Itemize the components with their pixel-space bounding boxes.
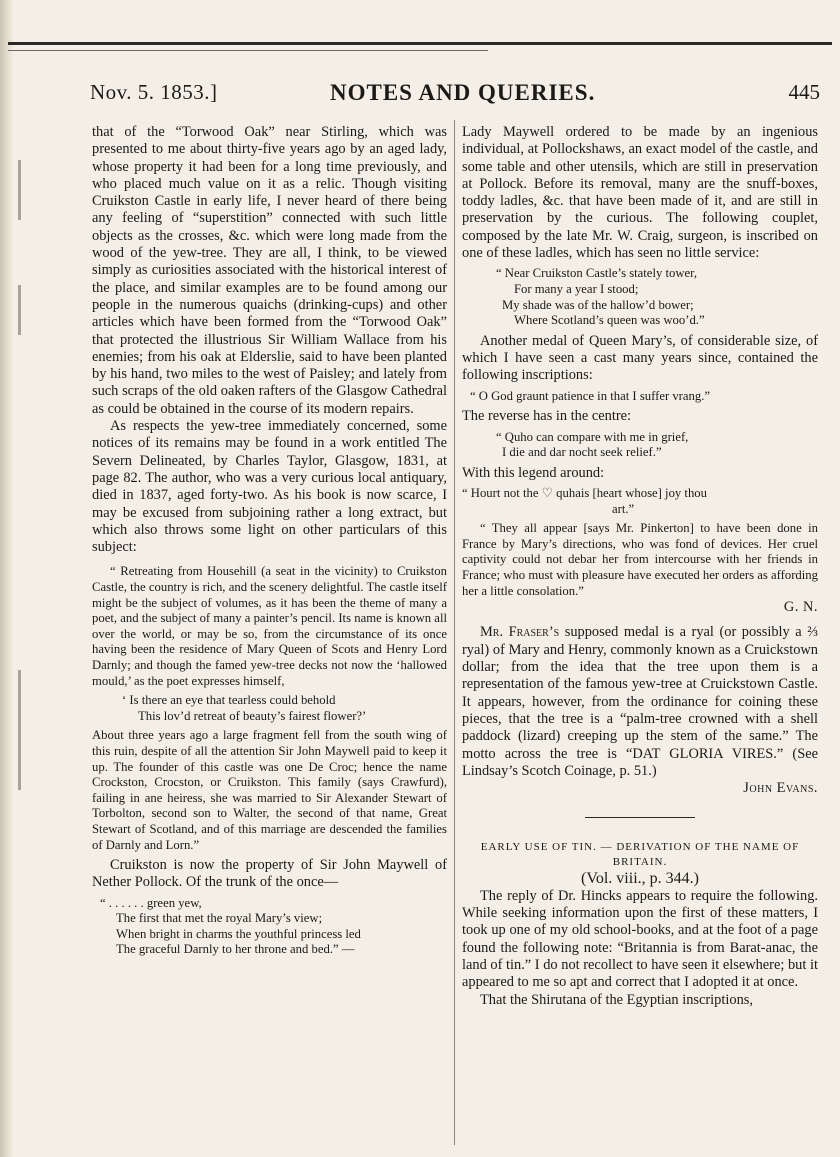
- verse-line: Where Scotland’s queen was woo’d.”: [514, 313, 705, 328]
- author-name: Mr. Fraser’s: [480, 624, 560, 641]
- top-rule-thin: [8, 50, 488, 51]
- margin-mark: [18, 160, 21, 220]
- paragraph: As respects the yew-tree immediately concerned, some notices of its remains may be found in a work entitled The Severn Delineated, by Charles Taylor, Glasgow, 1831, at page 82. The author, who was a very curious local antiquary, died in 1837, aged forty-two. As his book is now scarce, I may be excused from subjoining rather a long extract, but which also throws some light on other particulars of this subject:: [92, 418, 447, 556]
- verse-line: The first that met the royal Mary’s view;: [116, 911, 323, 926]
- verse-line: ‘ Is there an eye that tearless could behold: [122, 693, 336, 708]
- paragraph: With this legend around:: [462, 464, 605, 481]
- paragraph: [462, 624, 818, 780]
- inscription: [462, 486, 818, 517]
- right-column: [462, 124, 818, 1009]
- paragraph: Lady Maywell ordered to be made by an ingenious individual, at Pollockshaws, an exact model of the castle, and some table and other utensils, which are still in preservation at Pollock. Before its removal, many are the snuff-boxes, toddy ladles, &c. that have been made of it, and are still in preservation by the curious. The following couplet, composed by the late Mr. W. Craig, surgeon, is inscribed on one of these ladles, which has seen no little service:: [462, 124, 818, 262]
- paragraph: The reply of Dr. Hincks appears to require the following. While seeking information upon the first of these matters, I took up one of my old school-books, and at the foot of a page found the following note: “Britannia is from Barat-anac, the land of tin.” I do not recollect to have seen it elsewhere; but it appeared to me so apt and correct that I adopted it at once.: [462, 887, 818, 991]
- block-quote: “ They all appear [says Mr. Pinkerton] to have been done in France by Mary’s directions, who was fond of devices. Her cruel captivity could not debar her from intercourse with her friends in France; who must with pleasure have executed her orders as affording her a little consolation.”: [462, 521, 818, 598]
- left-column: [92, 124, 447, 962]
- margin-mark: [18, 670, 21, 790]
- paragraph: The reverse has in the centre:: [462, 408, 632, 425]
- verse-line: “ Near Cruikston Castle’s stately tower,: [496, 266, 698, 281]
- verse-line: This lov’d retreat of beauty’s fairest flower?’: [138, 708, 367, 723]
- block-quote: About three years ago a large fragment fell from the south wing of this ruin, despite of all the attention Sir John Maywell paid to keep it up. The founder of this castle was one De Croc; hence the name Crockston, Crocston, or Cruikston. This family (says Crawfurd), failing in ane heiress, she was married to Sir Alexander Stewart of Torbolton, second son to Walter, the second of that name, Great Stewart of Scotland, and of this marriage are descended the families of Darnly and Lorn.”: [92, 728, 447, 852]
- page-binding-edge: [0, 0, 14, 1157]
- signature: John Evans.: [743, 780, 818, 797]
- margin-mark: [18, 285, 21, 335]
- verse: [92, 896, 447, 958]
- column-divider: [454, 120, 455, 1145]
- verse: [462, 266, 818, 328]
- running-header: [90, 80, 820, 110]
- verse: [92, 693, 447, 724]
- verse-line: “ . . . . . . green yew,: [100, 895, 202, 910]
- top-rule: [8, 42, 832, 45]
- section-heading: EARLY USE OF TIN. — DERIVATION OF THE NAME OF BRITAIN.: [480, 841, 800, 869]
- paragraph: that of the “Torwood Oak” near Stirling, which was presented to me about thirty-five years ago by an aged lady, whose property it had been for a long time previously, and who placed much value on it as a relic. Though visiting Cruikston Castle in early life, I never heard of there being any feeling of “superstition” connected with such little objects as the crosses, &c. which were long made from the wood of the yew-tree. They are all, I think, to be viewed simply as curiosities associated with the historical interest of the place, and similar examples are to be found among our people in the numerous quaichs (drinking-cups) and other articles which have been formed from the “Torwood Oak” that protected the illustrious Sir William Wallace from his enemies; from his oak at Elderslie, said to have been planted by his hand, two miles to the west of Paisley; and lately from such scraps of the old oaken rafters of the Glasgow Cathedral as could be obtained in the course of its modern repairs.: [92, 124, 447, 417]
- section-divider: [585, 817, 695, 818]
- verse-line: My shade was of the hallow’d bower;: [502, 297, 694, 312]
- inscription: [462, 389, 818, 405]
- paragraph: Another medal of Queen Mary’s, of considerable size, of which I have seen a cast many years since, contained the following inscriptions:: [462, 332, 818, 384]
- page-number: 445: [788, 80, 820, 104]
- issue-date: Nov. 5. 1853.]: [90, 80, 218, 104]
- verse-line: When bright in charms the youthful princess led: [116, 926, 361, 941]
- verse-line: The graceful Darnly to her throne and bed.” —: [116, 942, 355, 957]
- inscription-line: “ Hourt not the ♡ quhais [heart whose] joy thou: [462, 486, 707, 501]
- inscription-line: “ O God graunt patience in that I suffer vrang.”: [470, 388, 711, 403]
- paragraph: Cruikston is now the property of Sir John Maywell of Nether Pollock. Of the trunk of the once—: [92, 857, 447, 891]
- block-quote: “ Retreating from Househill (a seat in the vicinity) to Cruikston Castle, the country is rich, and the scenery delightful. The castle itself might be the subject of volumes, as it has been the theme of many a poet, and the subject of many a painter’s pencil. Its name is known all over the world, or may be so, from the circumstance of its once having been the residence of Mary Queen of Scots and Henry Lord Darnly; and though the famed yew-tree decks not now the ‘hallowed mould,’ as the poet expresses himself,: [92, 564, 447, 688]
- inscription-line: “ Quho can compare with me in grief,: [496, 429, 689, 444]
- inscription-line: art.”: [612, 501, 635, 516]
- inscription-line: I die and dar nocht seek relief.”: [502, 445, 662, 460]
- volume-reference: (Vol. viii., p. 344.): [581, 870, 699, 888]
- signature: G. N.: [783, 599, 818, 616]
- paragraph-text: supposed medal is a ryal (or possibly a ⅔ ryal) of Mary and Henry, commonly known as a Cruickstown dollar; from the idea that the tree upon them is a representation of the famous yew-tree at Cruickstown Castle. It appears, however, from the ordinance for coining these pieces, that the tree is a “palm-tree crowned with a shell paddock (lizard) creeping up the stem of the same.” The motto across the tree is “DAT GLORIA VIRES.” (See Lindsay’s Scotch Coinage, p. 51.): [462, 624, 818, 779]
- verse-line: For many a year I stood;: [514, 281, 639, 296]
- paragraph: That the Shirutana of the Egyptian inscriptions,: [480, 991, 753, 1008]
- inscription: [462, 430, 818, 461]
- journal-title: NOTES AND QUERIES.: [330, 80, 596, 105]
